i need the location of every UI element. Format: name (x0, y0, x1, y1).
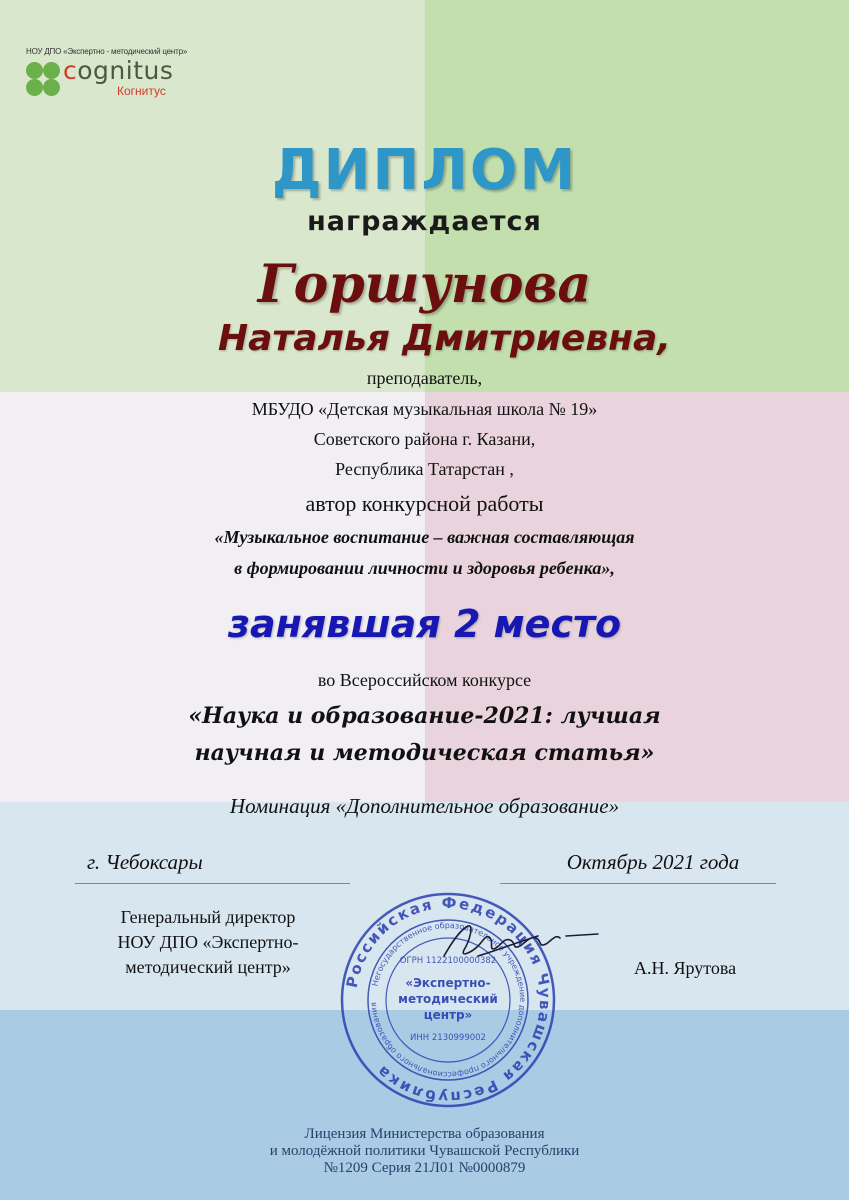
director-title (88, 905, 328, 980)
clover-icon (24, 59, 64, 99)
signature (438, 912, 608, 972)
recipient-surname: Горшунова (257, 254, 592, 315)
svg-text:Российская Федерация Чувашская: Российская Федерация Чувашская Республика (342, 893, 555, 1107)
svg-text:Негосударственное образователь: Негосударственное образовательное учреждение дополнительного профессионального образования (369, 920, 528, 1080)
director-line-1: Генеральный директор (120, 907, 296, 927)
stamp-center-1: «Экспертно- (405, 976, 491, 990)
city: г. Чебоксары (75, 850, 350, 884)
place-award: занявшая 2 место (227, 602, 622, 646)
date: Октябрь 2021 года (500, 850, 776, 884)
work-title-line-1: «Музыкальное воспитание – важная составляющая (214, 527, 635, 547)
stamp-ogrn: ОГРН 1122100000382 (399, 956, 497, 966)
awarded-text: награждается (307, 206, 542, 237)
work-title-line-2: в формировании личности и здоровья ребенка», (234, 558, 615, 578)
director-line-2: НОУ ДПО «Экспертно- (117, 932, 299, 952)
organization-line-3: Республика Татарстан , (335, 459, 514, 479)
recipient-position: преподаватель, (366, 368, 483, 388)
contest-name-line-2: научная и методическая статья» (194, 740, 655, 766)
license-line-3: №1209 Серия 21Л01 №0000879 (323, 1160, 526, 1176)
stamp-inn: ИНН 2130999002 (410, 1033, 486, 1043)
license-line-2: и молодёжной политики Чувашской Республики (269, 1143, 580, 1159)
organization-line-1: МБУДО «Детская музыкальная школа № 19» (251, 399, 598, 419)
logo-org-text: НОУ ДПО «Экспертно - методический центр» (26, 47, 188, 56)
stamp-center-2: методический (398, 992, 498, 1006)
license-info (0, 1126, 849, 1177)
license-line-1: Лицензия Министерства образования (304, 1126, 545, 1142)
nomination: Номинация «Дополнительное образование» (229, 794, 620, 818)
recipient-first-name: Наталья Дмитриевна, (218, 318, 671, 359)
director-line-3: методический центр» (125, 957, 291, 977)
cognitus-logo (22, 47, 222, 107)
contest-line: во Всероссийском конкурсе (317, 670, 532, 690)
stamp-center-3: центр» (423, 1008, 473, 1022)
contest-name-line-1: «Наука и образование-2021: лучшая (188, 703, 661, 729)
organization-line-2: Советского района г. Казани, (313, 429, 536, 449)
diploma-title: ДИПЛОМ (271, 138, 578, 203)
logo-subtitle: Когнитус (117, 84, 166, 98)
signer-name: А.Н. Ярутова (634, 958, 737, 978)
author-line: автор конкурсной работы (305, 491, 544, 516)
logo-name: cognitus (63, 56, 174, 85)
